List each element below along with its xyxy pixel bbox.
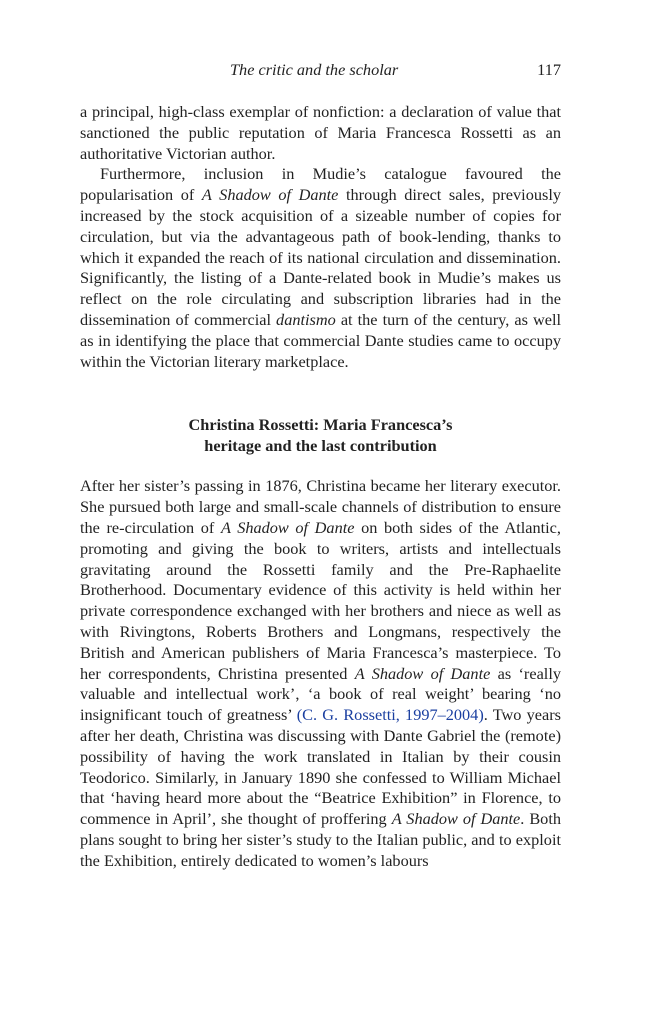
text-run: at the turn of the century, as well as in identifying the place that commercial Dante studies came to occupy within the Victorian literary marketplace. (80, 309, 562, 371)
section-heading-line-1: Christina Rossetti: Maria Francesca’s (188, 415, 453, 435)
section-heading-line-2: heritage and the last contribution (204, 436, 437, 456)
text-run: on both sides of the Atlantic, promoting and giving the book to writers, artists and intellectuals gravitating around the Rossetti family and the Pre-Raphaelite Brotherhood. Documentary evidence of this activity is held within her private correspondence exchanged with her brothers and niece as well as with Rivingtons, Roberts Brothers and Longmans, respectively the British and American publishers of Maria Francesca’s masterpiece. To her correspondents, Christina presented (80, 517, 561, 683)
text-run: through direct sales, previously increased by the stock acquisition of a sizeable number of copies for circulation, but via the advantageous path of book-lending, thanks to which it expanded the reach of its national circulation and dissemination. Significantly, the listing of a Dante-related book in Mudie’s makes us reflect on the role circulating and subscription libraries had in the dissemination of commercial (80, 185, 561, 329)
text-run: After her sister’s passing in 1876, Christina became her literary executor. She pursued both large and small-scale channels of distribution to ensure the re-circulation of (80, 476, 561, 537)
citation-link[interactable]: (C. G. Rossetti, 1997–2004) (296, 705, 484, 725)
page-number: 117 (537, 60, 561, 79)
text-run: as ‘really valuable and intellectual work’, ‘a book of real weight’ bearing ‘no insignificant touch of greatness’ (80, 663, 561, 725)
paragraph-mudie (80, 164, 561, 372)
section-heading (80, 414, 561, 456)
term-italic: dantismo (276, 309, 336, 329)
book-page (80, 60, 561, 872)
book-title-italic: A Shadow of Dante (201, 185, 339, 205)
running-title: The critic and the scholar (230, 60, 399, 79)
text-run: . Both plans sought to bring her sister’s study to the Italian public, and to exploit the Exhibition, entirely dedicated to women’s labours (80, 809, 561, 870)
paragraph-christina (80, 476, 561, 871)
running-header (80, 60, 561, 84)
book-title-italic: A Shadow of Dante (354, 663, 491, 683)
text-run: Furthermore, inclusion in Mudie’s catalogue favoured the popularisation of (80, 164, 561, 205)
book-title-italic: A Shadow of Dante (220, 517, 355, 537)
paragraph-continuation: a principal, high-class exemplar of nonfiction: a declaration of value that sanctioned the public reputation of Maria Francesca Rossetti as an authoritative Victorian author. (80, 102, 561, 163)
text-run: . Two years after her death, Christina was discussing with Dante Gabriel the (remote) possibility of having the work translated in Italian by their cousin Teodorico. Similarly, in January 1890 she confessed to William Michael that ‘having heard more about the “Beatrice Exhibition” in Florence, to commence in April’, she thought of proffering (80, 705, 561, 829)
book-title-italic: A Shadow of Dante (391, 809, 521, 829)
